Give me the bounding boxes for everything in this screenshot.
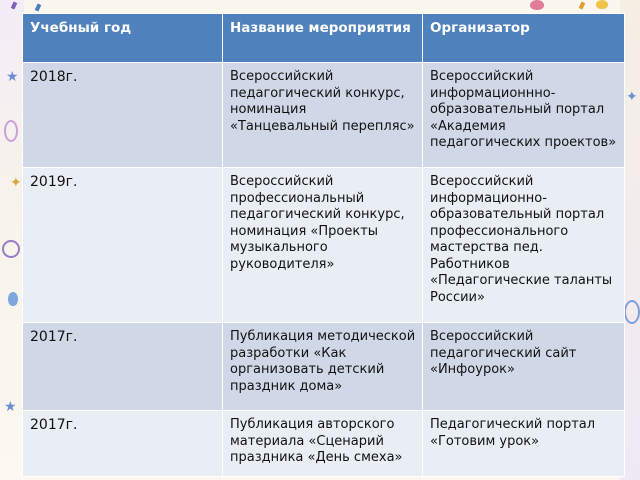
star-icon: ★ [6, 69, 19, 85]
table-header-row [23, 14, 625, 63]
cell-organizer: Педагогический портал «Готовим урок» [423, 411, 625, 477]
cell-year: 2017г. [23, 411, 223, 477]
balloon-icon [8, 292, 18, 306]
cell-year: 2019г. [23, 168, 223, 323]
table-row [23, 63, 625, 168]
cell-year: 2018г. [23, 63, 223, 168]
swirl-decoration [624, 300, 640, 324]
confetti-piece [35, 3, 42, 11]
cell-organizer: Всероссийский информационнно-образовательный портал «Академия педагогических проектов» [423, 63, 625, 168]
events-table [22, 13, 625, 477]
confetti-piece [579, 1, 586, 9]
balloon-icon [530, 0, 544, 10]
header-year: Учебный год [23, 14, 223, 63]
swirl-decoration [2, 240, 20, 258]
balloon-icon [596, 0, 608, 9]
star-icon: ★ [4, 399, 17, 415]
star-icon: ✦ [10, 175, 22, 191]
table-row [23, 411, 625, 477]
star-icon: ✦ [626, 89, 638, 105]
cell-event: Всероссийский педагогический конкурс, номинация «Танцевальный перепляс» [223, 63, 423, 168]
cell-event: Публикация методической разработки «Как организовать детский праздник дома» [223, 323, 423, 411]
cell-event: Всероссийский профессиональный педагогический конкурс, номинация «Проекты музыкального руководителя» [223, 168, 423, 323]
cell-year: 2017г. [23, 323, 223, 411]
table-row [23, 168, 625, 323]
cell-event: Публикация авторского материала «Сценарий праздника «День смеха» [223, 411, 423, 477]
cell-organizer: Всероссийский педагогический сайт «Инфоурок» [423, 323, 625, 411]
table-row [23, 323, 625, 411]
cell-organizer: Всероссийский информационно-образовательный портал профессионального мастерства пед. Работников «Педагогические таланты России» [423, 168, 625, 323]
swirl-decoration [4, 120, 18, 142]
header-organizer: Организатор [423, 14, 625, 63]
header-event: Название мероприятия [223, 14, 423, 63]
